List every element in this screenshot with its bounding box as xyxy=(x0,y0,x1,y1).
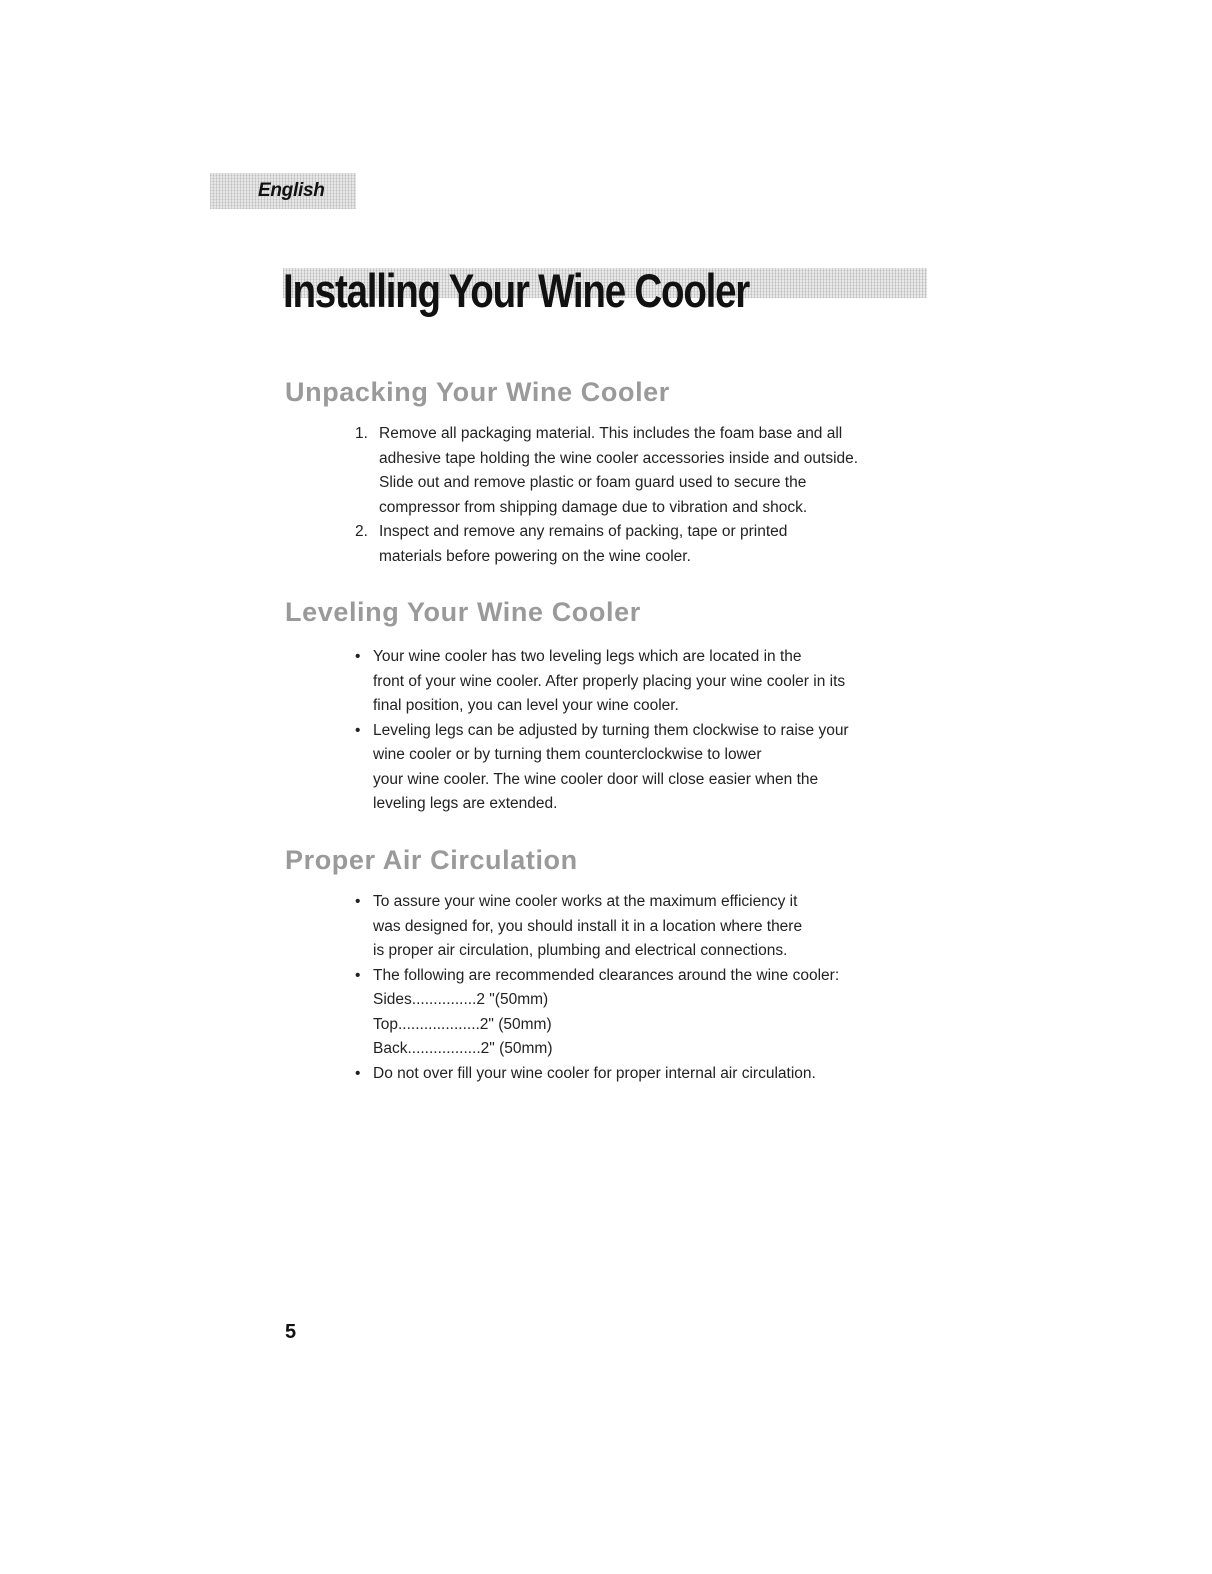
text-line: To assure your wine cooler works at the maximum efficiency it xyxy=(373,893,798,910)
page-title: Installing Your Wine Cooler xyxy=(283,264,750,317)
language-label: English xyxy=(258,180,325,201)
bullet-icon: • xyxy=(355,648,361,665)
text-line: your wine cooler. The wine cooler door will close easier when the xyxy=(373,770,819,788)
bullet-icon: • xyxy=(355,966,361,984)
clearance-sides: Sides...............2 "(50mm) xyxy=(373,991,549,1008)
text-line: materials before powering on the wine cooler. xyxy=(379,547,691,565)
list-item xyxy=(355,719,925,817)
section-heading-air-circulation: Proper Air Circulation xyxy=(285,845,578,875)
bullet-icon: • xyxy=(355,1064,361,1082)
section-heading-unpacking: Unpacking Your Wine Cooler xyxy=(285,377,670,407)
bullet-icon: • xyxy=(355,721,361,739)
clearance-top: Top...................2" (50mm) xyxy=(373,1015,552,1033)
text-line: Remove all packaging material. This includes the foam base and all xyxy=(379,425,843,442)
text-line: leveling legs are extended. xyxy=(373,795,558,812)
list-item xyxy=(355,964,925,1062)
unpacking-steps xyxy=(355,422,925,569)
leveling-bullets xyxy=(355,645,925,817)
text-line: final position, you can level your wine cooler. xyxy=(373,697,679,714)
text-line: Leveling legs can be adjusted by turning them clockwise to raise your xyxy=(373,721,849,739)
page-number: 5 xyxy=(285,1321,297,1343)
text-line: is proper air circulation, plumbing and electrical connections. xyxy=(373,942,788,959)
list-item xyxy=(355,645,925,719)
list-item xyxy=(355,890,925,964)
list-item xyxy=(355,422,925,520)
step-number: 2. xyxy=(355,523,368,540)
text-line: Inspect and remove any remains of packing, tape or printed xyxy=(379,523,788,540)
text-line: compressor from shipping damage due to vibration and shock. xyxy=(379,498,808,516)
step-number: 1. xyxy=(355,425,368,442)
text-line: wine cooler or by turning them counterclockwise to lower xyxy=(373,746,762,763)
list-item xyxy=(355,1062,925,1087)
bullet-icon: • xyxy=(355,893,361,910)
section-heading-leveling: Leveling Your Wine Cooler xyxy=(285,597,641,627)
text-line: front of your wine cooler. After properly placing your wine cooler in its xyxy=(373,672,846,690)
air-circulation-bullets xyxy=(355,890,925,1086)
text-line: Slide out and remove plastic or foam guard used to secure the xyxy=(379,474,807,491)
text-line: Do not over fill your wine cooler for proper internal air circulation. xyxy=(373,1064,816,1082)
text-line: Your wine cooler has two leveling legs which are located in the xyxy=(373,648,802,665)
list-item xyxy=(355,520,925,569)
clearance-back: Back.................2" (50mm) xyxy=(373,1040,553,1057)
text-line: was designed for, you should install it in a location where there xyxy=(373,917,803,935)
text-line: adhesive tape holding the wine cooler accessories inside and outside. xyxy=(379,449,859,467)
text-line: The following are recommended clearances around the wine cooler: xyxy=(373,966,840,984)
